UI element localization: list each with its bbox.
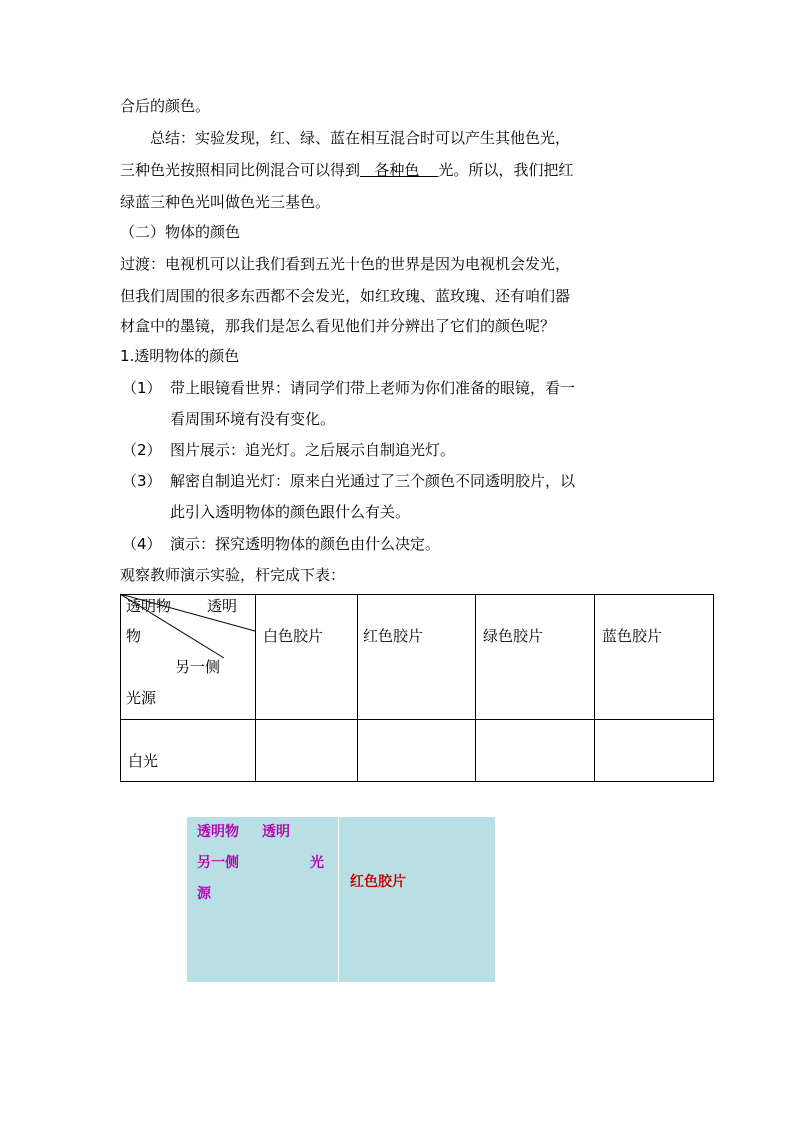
table-cell (357, 719, 476, 782)
corner-label-d: 另一侧 (175, 658, 221, 676)
fill-blank: 各种色 (360, 161, 439, 179)
summary-line: 总结：实验发现，红、绿、蓝在相互混合时可以产生其他色光， (150, 129, 571, 147)
corner-label-a: 透明物 (126, 597, 172, 615)
colored-table-divider (338, 817, 339, 982)
corner-label-c: 物 (126, 627, 142, 645)
transition-line-2: 但我们周围的很多东西都不会发光，如红玫瑰、蓝玫瑰、还有咱们器 (120, 287, 571, 305)
colored-label-d: 光 (310, 855, 324, 871)
section-heading: （二）物体的颜色 (120, 223, 241, 241)
colored-table (187, 817, 495, 982)
instruction-line: 观察教师演示实验，杆完成下表： (120, 566, 346, 584)
summary-text-b: 光。所以，我们把红 (438, 161, 574, 179)
observation-table (120, 594, 714, 782)
summary-text-a: 三种色光按照相同比例混合可以得到 (120, 161, 361, 179)
colored-column-header: 红色胶片 (350, 874, 406, 890)
summary-line-2 (120, 160, 573, 180)
colored-label-e: 源 (197, 886, 211, 902)
colored-label-b: 透明 (262, 824, 290, 840)
column-header-green: 绿色胶片 (483, 627, 544, 645)
item-text: 解密自制追光灯：原来白光通过了三个颜色不同透明胶片，以 (170, 472, 576, 490)
header-cell (475, 594, 595, 720)
corner-label-b: 透明 (207, 597, 238, 615)
item-text-cont: 看周围环境有没有变化。 (170, 410, 336, 428)
transition-line-3: 材盒中的墨镜，那我们是怎么看见他们并分辨出了它们的颜色呢？ (120, 317, 556, 335)
table-cell (255, 719, 358, 782)
colored-label-a: 透明物 (197, 824, 239, 840)
subsection-heading: 1.透明物体的颜色 (120, 347, 240, 365)
row-label-white-light: 白光 (128, 752, 159, 770)
corner-label-e: 光源 (126, 689, 157, 707)
column-header-red: 红色胶片 (363, 627, 424, 645)
item-text: 图片展示：追光灯。之后展示自制追光灯。 (170, 441, 456, 459)
item-number: （4） (122, 535, 162, 553)
item-number: （1） (122, 379, 162, 397)
header-cell (594, 594, 714, 720)
colored-label-c: 另一侧 (197, 855, 239, 871)
item-number: （2） (122, 441, 162, 459)
header-cell (357, 594, 476, 720)
table-cell (475, 719, 595, 782)
column-header-blue: 蓝色胶片 (602, 627, 663, 645)
summary-line-3: 绿蓝三种色光叫做色光三基色。 (120, 193, 331, 211)
transition-line: 过渡：电视机可以让我们看到五光十色的世界是因为电视机会发光， (120, 255, 571, 273)
header-cell (255, 594, 358, 720)
item-text: 带上眼镜看世界：请同学们带上老师为你们准备的眼镜，看一 (170, 379, 576, 397)
table-cell (594, 719, 714, 782)
item-number: （3） (122, 472, 162, 490)
item-text-cont: 此引入透明物体的颜色跟什么有关。 (170, 503, 411, 521)
item-text: 演示：探究透明物体的颜色由什么决定。 (170, 535, 441, 553)
column-header-white: 白色胶片 (263, 627, 324, 645)
paragraph-line: 合后的颜色。 (120, 97, 211, 115)
